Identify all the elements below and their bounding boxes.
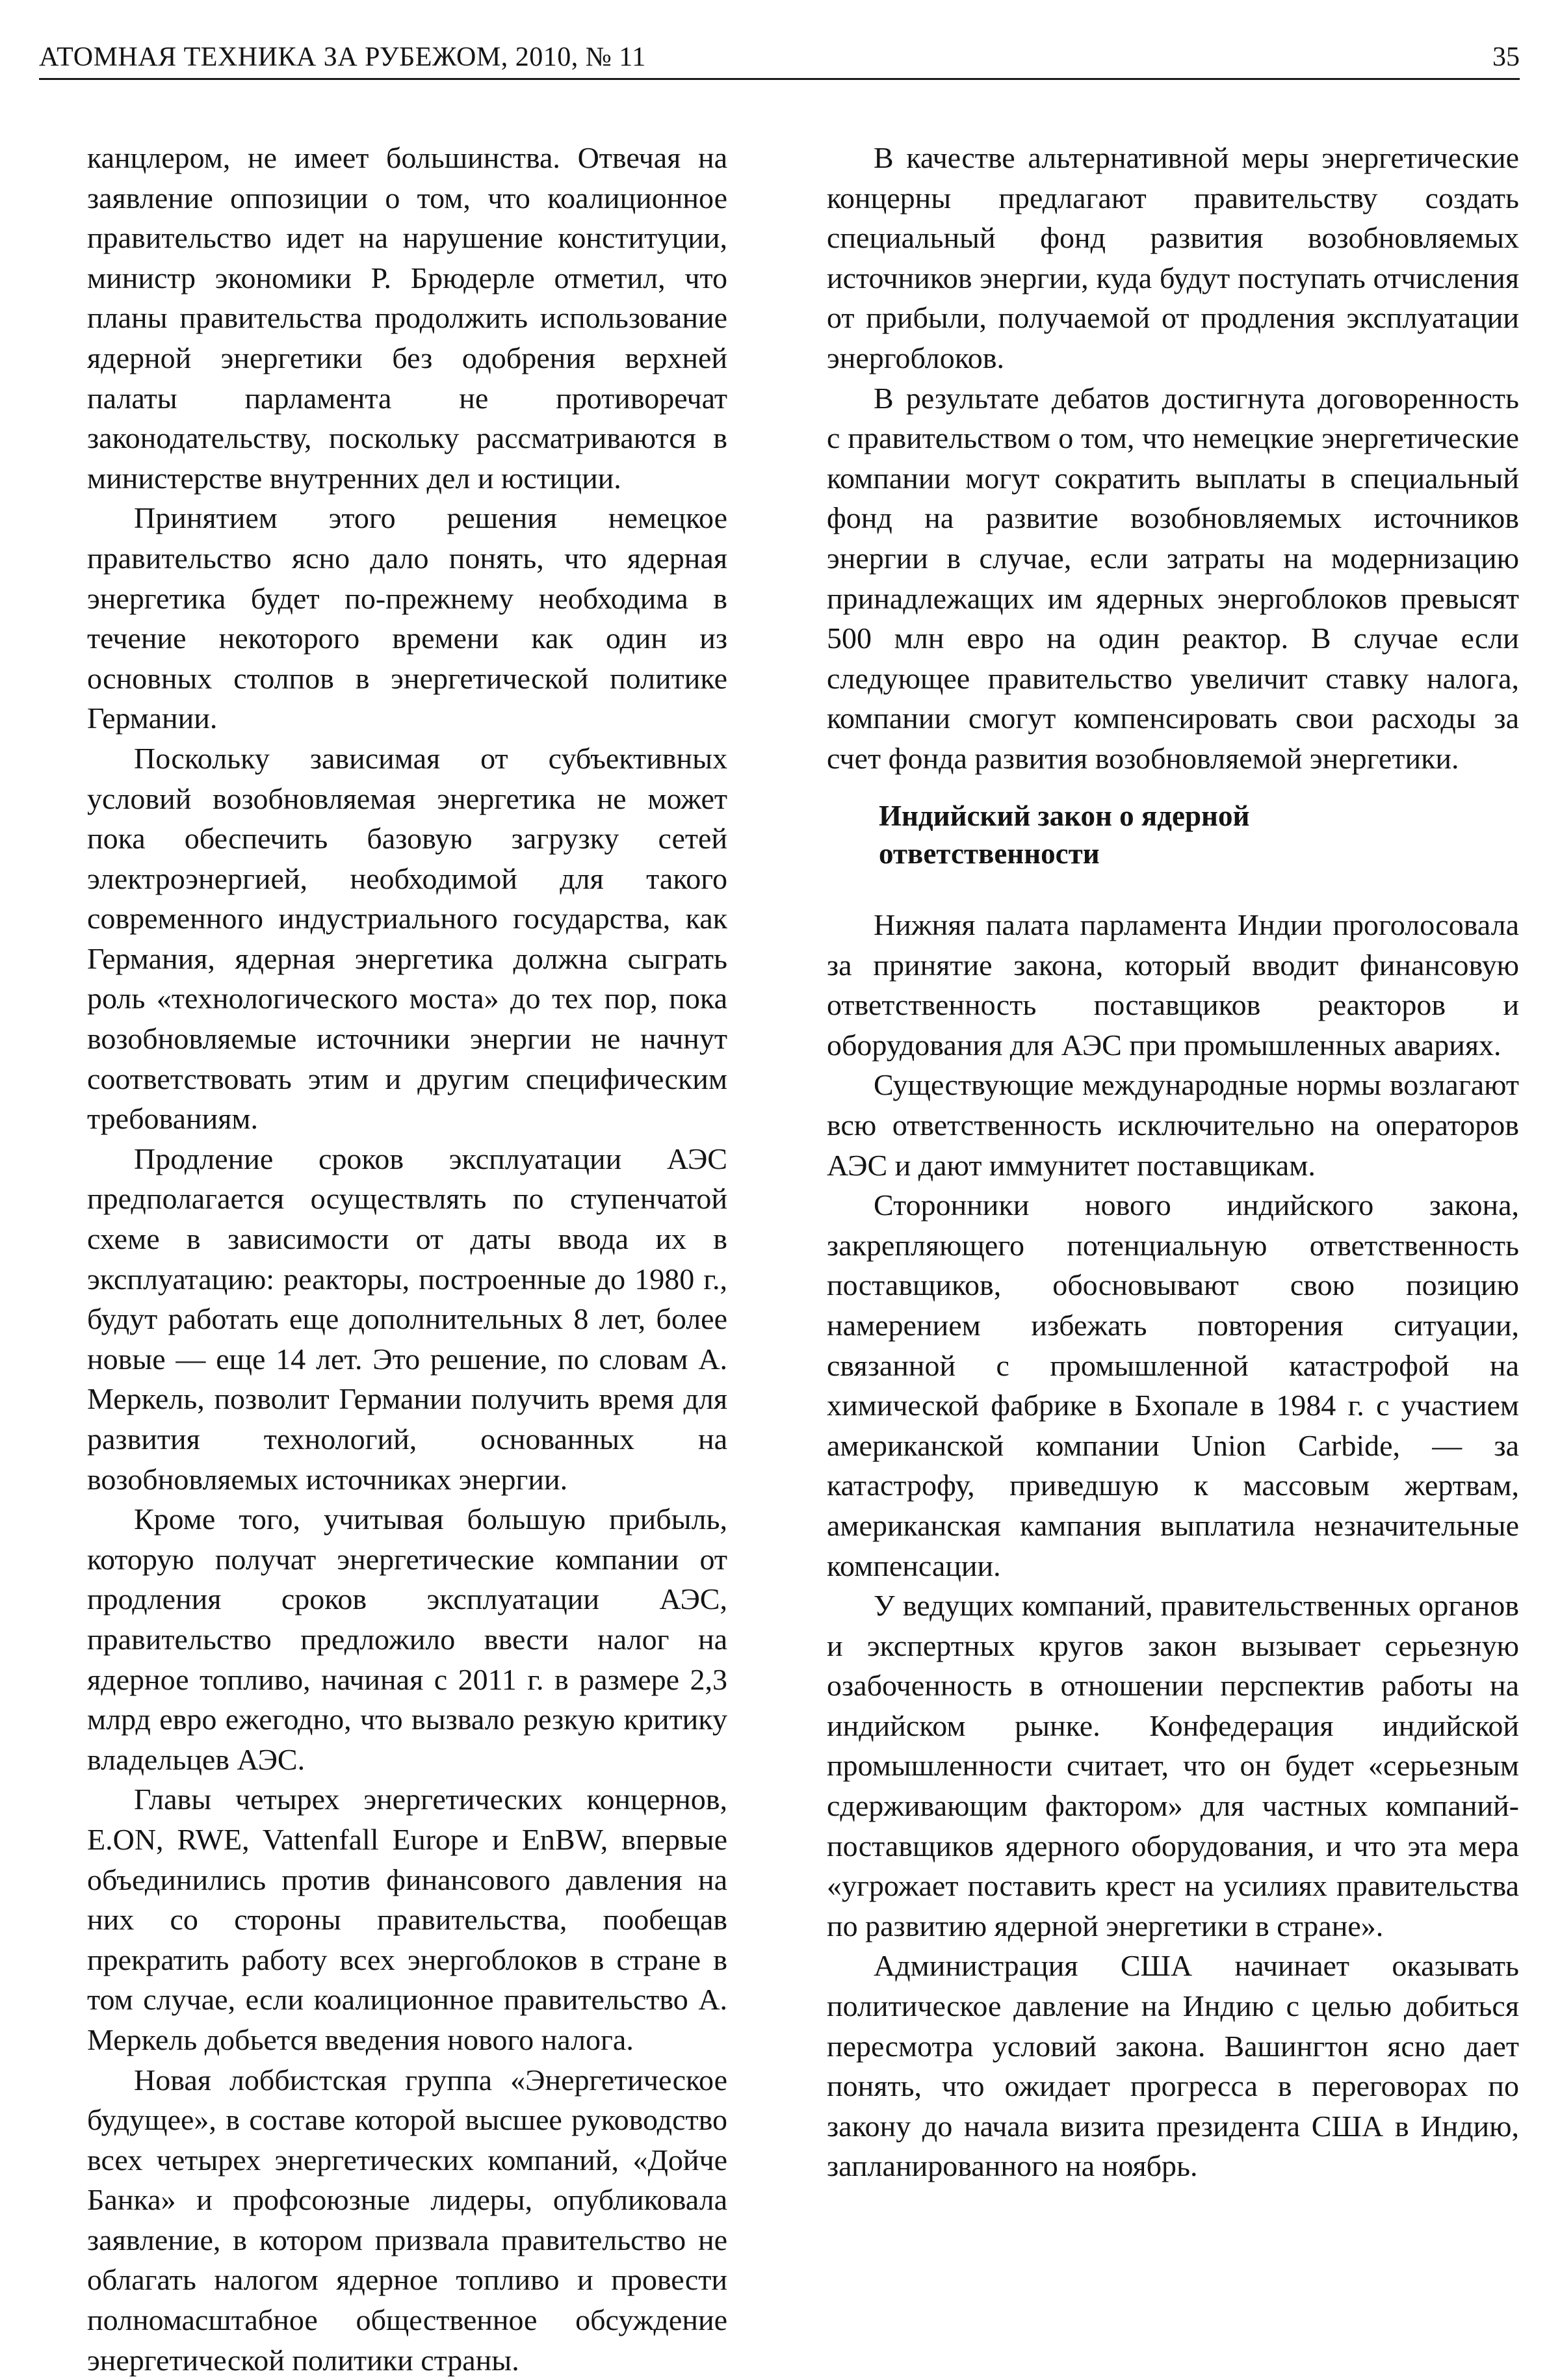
paragraph: канцлером, не имеет большинства. Отвечая на заявление оппозиции о том, что коалиционное правительство идет на нарушение конституции, министр экономики Р. Брюдерле отметил, что планы правительства продолжить использование ядерной энергетики без одобрения верхней палаты парламента не противоречат законодательству, поскольку рассматриваются в министерстве внутренних дел и юстиции. <box>87 138 727 498</box>
left-column <box>87 138 727 2380</box>
paragraph: В качестве альтернативной меры энергетические концерны предлагают правительству создать специальный фонд развития возобновляемых источников энергии, куда будут поступать отчисления от прибыли, получаемой от продления эксплуатации энергоблоков. <box>827 138 1519 378</box>
paragraph: Администрация США начинает оказывать политическое давление на Индию с целью добиться пересмотра условий закона. Вашингтон ясно дает понять, что ожидает прогресса в переговорах по закону до начала визита президента США в Индию, запланированного на ноябрь. <box>827 1946 1519 2186</box>
paragraph: Новая лоббистская группа «Энергетическое будущее», в составе которой высшее руководство всех четырех энергетических компаний, «Дойче Банка» и профсоюзные лидеры, опубликовала заявление, в котором призвала правительство не облагать налогом ядерное топливо и провести полномасштабное общественное обсуждение энергетической политики страны. <box>87 2060 727 2380</box>
paragraph: Поскольку зависимая от субъективных условий возобновляемая энергетика не может пока обеспечить базовую загрузку сетей электроэнергией, необходимой для такого современного индустриального государства, как Германия, ядерная энергетика должна сыграть роль «технологического моста» до тех пор, пока возобновляемые источники энергии не начнут соответствовать этим и другим специфическим требованиям. <box>87 739 727 1139</box>
right-column-bottom <box>827 905 1519 2186</box>
paragraph: Нижняя палата парламента Индии проголосовала за принятие закона, который вводит финансовую ответственность поставщиков реакторов и оборудования для АЭС при промышленных авариях. <box>827 905 1519 1065</box>
journal-title: АТОМНАЯ ТЕХНИКА ЗА РУБЕЖОМ, 2010, № 11 <box>39 38 646 77</box>
paragraph: Кроме того, учитывая большую прибыль, которую получат энергетические компании от продления сроков эксплуатации АЭС, правительство предложило ввести налог на ядерное топливо, начиная с 2011 г. в размере 2,3 млрд евро ежегодно, что вызвало резкую критику владельцев АЭС. <box>87 1499 727 1779</box>
paragraph: Принятием этого решения немецкое правительство ясно дало понять, что ядерная энергетика будет по-прежнему необходима в течение некоторого времени как один из основных столпов в энергетической политике Германии. <box>87 498 727 739</box>
section-heading: Индийский закон о ядерной ответственности <box>879 797 1464 872</box>
paragraph: Сторонники нового индийского закона, закрепляющего потенциальную ответственность поставщиков, обосновывают свою позицию намерением избежать повторения ситуации, связанной с промышленной катастрофой на химической фабрике в Бхопале в 1984 г. с участием американской компании Union Carbide, — за катастрофу, приведшую к массовым жертвам, американская кампания выплатила незначительные компенсации. <box>827 1185 1519 1586</box>
paragraph: Существующие международные нормы возлагают всю ответственность исключительно на операторов АЭС и дают иммунитет поставщикам. <box>827 1065 1519 1185</box>
page-number: 35 <box>1492 38 1520 77</box>
right-column-top <box>827 138 1519 779</box>
paragraph: В результате дебатов достигнута договоренность с правительством о том, что немецкие энергетические компании могут сократить выплаты в специальный фонд на развитие возобновляемых источников энергии в случае, если затраты на модернизацию принадлежащих им ядерных энергоблоков превысят 500 млн евро на один реактор. В случае если следующее правительство увеличит ставку налога, компании смогут компенсировать свои расходы за счет фонда развития возобновляемой энергетики. <box>827 378 1519 779</box>
paragraph: Главы четырех энергетических концернов, E.ON, RWE, Vattenfall Europe и EnBW, впервые объединились против финансового давления на них со стороны правительства, пообещав прекратить работу всех энергоблоков в стране в том случае, если коалиционное правительство А. Меркель добьется введения нового налога. <box>87 1779 727 2060</box>
paragraph: У ведущих компаний, правительственных органов и экспертных кругов закон вызывает серьезную озабоченность в отношении перспектив работы на индийском рынке. Конфедерация индийской промышленности считает, что он будет «серьезным сдерживающим фактором» для частных компаний-поставщиков ядерного оборудования, и что эта мера «угрожает поставить крест на усилиях правительства по развитию ядерной энергетики в стране». <box>827 1586 1519 1946</box>
running-header <box>39 38 1520 77</box>
header-rule <box>39 78 1520 80</box>
paragraph: Продление сроков эксплуатации АЭС предполагается осуществлять по ступенчатой схеме в зависимости от даты ввода их в эксплуатацию: реакторы, построенные до 1980 г., будут работать еще дополнительных 8 лет, более новые — еще 14 лет. Это решение, по словам А. Меркель, позволит Германии получить время для развития технологий, основанных на возобновляемых источниках энергии. <box>87 1139 727 1499</box>
